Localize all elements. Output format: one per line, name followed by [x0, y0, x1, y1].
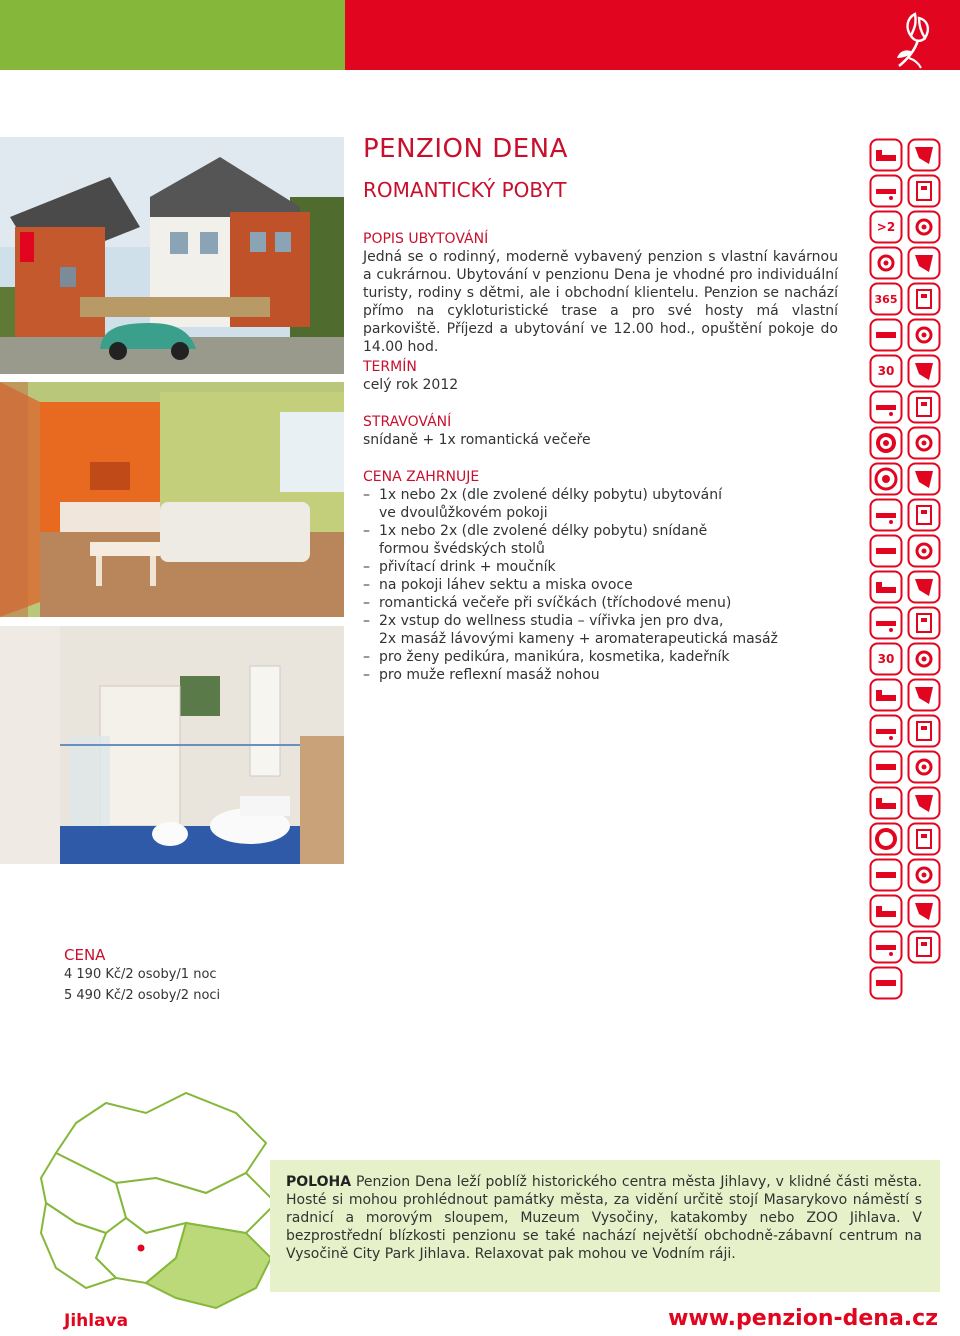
bed-extra-icon — [869, 210, 903, 244]
region-map — [36, 1083, 286, 1318]
list-item: – pro muže reflexní masáž nohou — [363, 667, 600, 683]
restaurant-icon — [869, 318, 903, 352]
speed-30-icon-label: 30 — [877, 364, 895, 378]
sofa-icon — [907, 138, 941, 172]
minibar-icon — [907, 174, 941, 208]
termin-section — [363, 358, 663, 394]
list-item: – na pokoji láhev sektu a miska ovoce — [363, 577, 633, 593]
cena-zahrnuje-section — [363, 468, 843, 684]
cena-zahrnuje-label: CENA ZAHRNUJE — [363, 469, 480, 485]
bed-icon — [869, 138, 903, 172]
speed-30-icon-2-label: 30 — [877, 652, 895, 666]
termin-text: celý rok 2012 — [363, 377, 459, 393]
tv-icon — [907, 678, 941, 712]
playground-icon — [869, 858, 903, 892]
top-color-band — [0, 0, 960, 70]
target-icon — [869, 426, 903, 460]
horse-riding-icon — [869, 678, 903, 712]
list-item: – 1x nebo 2x (dle zvolené délky pobytu) snídaně — [363, 523, 708, 539]
swimming-icon — [907, 426, 941, 460]
washing-machine-icon — [907, 786, 941, 820]
canoe-icon — [869, 606, 903, 640]
poloha-label: POLOHA — [286, 1174, 352, 1190]
tulip-logo-icon — [885, 8, 945, 70]
house-photo — [0, 137, 344, 374]
bedroom-photo — [0, 382, 344, 617]
golf-icon — [869, 786, 903, 820]
page-subtitle: ROMANTICKÝ POBYT — [363, 178, 567, 202]
cafe-icon — [869, 498, 903, 532]
list-item: formou švédských stolů — [379, 541, 545, 557]
price-section — [64, 946, 324, 1006]
no-smoking-icon — [907, 354, 941, 388]
dog-icon — [907, 858, 941, 892]
calendar-365-icon — [869, 282, 903, 316]
price-label: CENA — [64, 946, 106, 964]
children-icon — [907, 822, 941, 856]
cena-zahrnuje-list — [363, 486, 843, 684]
wine-icon — [869, 390, 903, 424]
termin-label: TERMÍN — [363, 359, 417, 375]
page-title: PENZION DENA — [363, 134, 568, 164]
ski-icon — [869, 570, 903, 604]
tv-icon-2 — [907, 930, 941, 964]
popis-section — [363, 230, 838, 356]
list-item: – přivítací drink + moučník — [363, 559, 556, 575]
indoor-pool-icon — [907, 390, 941, 424]
toilet-icon — [907, 894, 941, 928]
list-item: ve dvoulůžkovém pokoji — [379, 505, 548, 521]
hiking-icon — [907, 498, 941, 532]
computer-icon — [907, 642, 941, 676]
wheelchair-icon — [907, 750, 941, 784]
at-icon-2 — [869, 246, 903, 280]
poloha-text: Penzion Dena leží poblíž historického centra města Jihlavy, v klidné části města. Hosté si mohou prohlédnout památky města, za vidění určitě stojí Masarykovo náměstí s radnicí a morovým sloupem, Muzeum Vysočiny, katakomby nebo ZOO Jihlava. V bezprostřední blízkosti penzionu se také nachází největší obchodně-zábavní centrum na Vysočině City Park Jihlava. Relaxovat pak mohou ve Vodním ráji. — [286, 1174, 922, 1262]
target-icon-2 — [869, 462, 903, 496]
bed-child-icon — [869, 174, 903, 208]
cooking-icon — [907, 318, 941, 352]
cards-icon — [907, 714, 941, 748]
wellness-icon — [907, 534, 941, 568]
ski-rental-icon — [907, 570, 941, 604]
calendar-365-icon-label: 365 — [874, 293, 898, 306]
popis-label: POPIS UBYTOVÁNÍ — [363, 231, 489, 247]
stravovani-text: snídaně + 1x romantická večeře — [363, 432, 591, 448]
lifebuoy-icon — [869, 822, 903, 856]
cycling-icon — [869, 894, 903, 928]
wheelchair-lift-icon — [907, 246, 941, 280]
poloha-section — [286, 1173, 922, 1263]
top-band-green — [0, 0, 345, 70]
speed-30-icon — [869, 354, 903, 388]
cocktail-icon — [869, 534, 903, 568]
nordic-walking-icon — [869, 930, 903, 964]
sauna-icon — [907, 282, 941, 316]
list-item: – pro ženy pedikúra, manikúra, kosmetika, kadeřník — [363, 649, 730, 665]
list-item: 2x masáž lávovými kameny + aromaterapeutická masáž — [379, 631, 778, 647]
list-item: – 2x vstup do wellness studia – vířivka jen pro dva, — [363, 613, 724, 629]
at-icon — [907, 210, 941, 244]
list-item: – romantická večeře při svíčkách (tříchodové menu) — [363, 595, 732, 611]
bathroom-photo — [0, 626, 344, 864]
speed-30-icon-2 — [869, 642, 903, 676]
stravovani-label: STRAVOVÁNÍ — [363, 414, 452, 430]
price-line-2: 5 490 Kč/2 osoby/2 noci — [64, 988, 221, 1003]
fitness-icon — [907, 606, 941, 640]
top-band-red — [345, 0, 960, 70]
list-item: – 1x nebo 2x (dle zvolené délky pobytu) ubytování — [363, 487, 722, 503]
climbing-icon — [869, 750, 903, 784]
footer-city: Jihlava — [64, 1311, 129, 1331]
popis-text: Jedná se o rodinný, moderně vybavený penzion s vlastní kavárnou a cukrárnou. Ubytování v penzionu Dena je vhodné pro individuální turisty, rodiny s dětmi, ale i obchodní klientelu. Penzion se nachází přímo na cykloturistické trase a pro své hosty má vlastní parkoviště. Příjezd a ubytování ve 12.00 hod., opuštění pokoje do 14.00 hod. — [363, 249, 838, 355]
bed-extra-icon-label: >2 — [876, 220, 896, 234]
price-line-1: 4 190 Kč/2 osoby/1 noc — [64, 967, 217, 982]
garage-icon — [869, 966, 903, 1000]
pool-icon — [907, 462, 941, 496]
website-link[interactable]: www.penzion-dena.cz — [668, 1306, 938, 1331]
stravovani-section — [363, 413, 663, 449]
bike-icon — [869, 714, 903, 748]
